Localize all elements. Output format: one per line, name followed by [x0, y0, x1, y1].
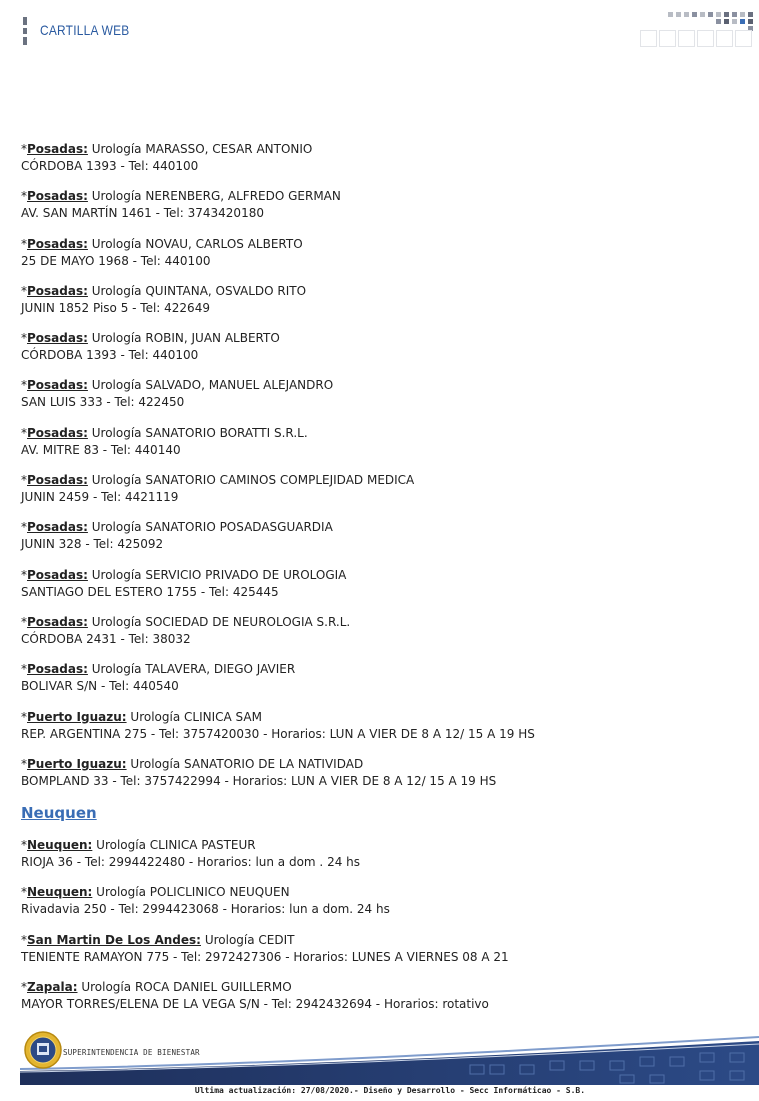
- provider-specialty: Urología: [91, 567, 142, 582]
- provider-address: BOMPLAND 33 - Tel: 3757422994 - Horarios: LUN A VIER DE 8 A 12/ 15 A 19 HS: [21, 773, 497, 788]
- city-link[interactable]: Posadas:: [27, 331, 88, 346]
- provider-entry: *Posadas: Urología NOVAU, CARLOS ALBERTO 25 DE MAYO 1968 - Tel: 440100: [21, 236, 741, 270]
- provider-address: JUNIN 2459 - Tel: 4421119: [21, 490, 179, 505]
- provider-name: SANATORIO DE LA NATIVIDAD: [184, 756, 364, 771]
- seal-logo-icon: [23, 1030, 63, 1070]
- provider-name: CLINICA PASTEUR: [149, 838, 256, 853]
- page-title: CARTILLA WEB: [40, 22, 130, 38]
- provider-specialty: Urología: [91, 473, 142, 488]
- provider-address: CÓRDOBA 1393 - Tel: 440100: [21, 348, 199, 363]
- provider-address: CÓRDOBA 2431 - Tel: 38032: [21, 631, 191, 646]
- pixel-grid-icon: [640, 12, 758, 48]
- provider-entry: *Posadas: Urología SANATORIO BORATTI S.R.L. AV. MITRE 83 - Tel: 440140: [21, 425, 741, 459]
- provider-name: SOCIEDAD DE NEUROLOGIA S.R.L.: [145, 614, 351, 629]
- provider-name: QUINTANA, OSVALDO RITO: [145, 283, 307, 298]
- provider-entry: *Posadas: Urología SANATORIO POSADASGUARDIA JUNIN 328 - Tel: 425092: [21, 519, 741, 553]
- provider-specialty: Urología: [96, 885, 146, 900]
- provider-name: NERENBERG, ALFREDO GERMAN: [145, 189, 341, 204]
- provider-address: 25 DE MAYO 1968 - Tel: 440100: [21, 253, 211, 268]
- provider-entry: *Posadas: Urología TALAVERA, DIEGO JAVIER BOLIVAR S/N - Tel: 440540: [21, 661, 741, 695]
- provider-address: CÓRDOBA 1393 - Tel: 440100: [21, 159, 199, 173]
- organization-name: SUPERINTENDENCIA DE BIENESTAR: [63, 1048, 200, 1057]
- provider-address: Rivadavia 250 - Tel: 2994423068 - Horarios: lun a dom. 24 hs: [21, 902, 390, 917]
- provider-entry: *Zapala: Urología ROCA DANIEL GUILLERMO MAYOR TORRES/ELENA DE LA VEGA S/N - Tel: 2942432694 - Horarios: rotativo: [21, 979, 741, 1013]
- city-link[interactable]: Posadas:: [27, 142, 88, 156]
- provider-name: NOVAU, CARLOS ALBERTO: [145, 236, 303, 251]
- city-link[interactable]: Posadas:: [27, 189, 88, 204]
- provider-address: REP. ARGENTINA 275 - Tel: 3757420030 - Horarios: LUN A VIER DE 8 A 12/ 15 A 19 HS: [21, 726, 535, 741]
- provider-specialty: Urología: [91, 614, 142, 629]
- provider-address: SANTIAGO DEL ESTERO 1755 - Tel: 425445: [21, 584, 279, 599]
- city-link[interactable]: Posadas:: [27, 236, 88, 251]
- provider-address: RIOJA 36 - Tel: 2994422480 - Horarios: lun a dom . 24 hs: [21, 855, 361, 870]
- provider-entry: *Neuquen: Urología CLINICA PASTEUR RIOJA 36 - Tel: 2994422480 - Horarios: lun a dom . 24 hs: [21, 837, 741, 871]
- provider-name: CLINICA SAM: [184, 709, 262, 724]
- city-link[interactable]: Posadas:: [27, 425, 88, 440]
- provider-specialty: Urología: [91, 378, 142, 393]
- provider-address: SAN LUIS 333 - Tel: 422450: [21, 395, 185, 410]
- provider-specialty: Urología: [91, 520, 142, 535]
- provider-entry: *Posadas: Urología SERVICIO PRIVADO DE UROLOGIA SANTIAGO DEL ESTERO 1755 - Tel: 425445: [21, 567, 741, 601]
- city-link[interactable]: Posadas:: [27, 567, 88, 582]
- provider-address: AV. MITRE 83 - Tel: 440140: [21, 442, 181, 457]
- provider-address: JUNIN 328 - Tel: 425092: [21, 537, 164, 552]
- provider-address: MAYOR TORRES/ELENA DE LA VEGA S/N - Tel: 2942432694 - Horarios: rotativo: [21, 997, 489, 1012]
- provider-specialty: Urología: [91, 283, 142, 298]
- city-link[interactable]: Posadas:: [27, 662, 88, 677]
- provider-name: CEDIT: [258, 932, 295, 947]
- provider-entry: *Posadas: Urología SANATORIO CAMINOS COMPLEJIDAD MEDICA JUNIN 2459 - Tel: 4421119: [21, 472, 741, 506]
- provider-specialty: Urología: [91, 425, 142, 440]
- provider-name: ROCA DANIEL GUILLERMO: [134, 980, 292, 995]
- provider-entry: *Neuquen: Urología POLICLINICO NEUQUEN Rivadavia 250 - Tel: 2994423068 - Horarios: lun a dom. 24 hs: [21, 884, 741, 918]
- provider-specialty: Urología: [91, 189, 142, 204]
- provider-specialty: Urología: [91, 236, 142, 251]
- provider-name: SANATORIO BORATTI S.R.L.: [145, 425, 308, 440]
- city-link[interactable]: Neuquen:: [27, 838, 93, 853]
- city-link[interactable]: Posadas:: [27, 378, 88, 393]
- city-link[interactable]: San Martin De Los Andes:: [27, 932, 201, 947]
- city-link[interactable]: Posadas:: [27, 473, 88, 488]
- provider-entry: *Puerto Iguazu: Urología CLINICA SAM REP. ARGENTINA 275 - Tel: 3757420030 - Horarios: LUN A VIER DE 8 A 12/ 15 A 19 HS: [21, 709, 741, 743]
- provider-entry: *San Martin De Los Andes: Urología CEDIT TENIENTE RAMAYON 775 - Tel: 2972427306 - Horarios: LUNES A VIERNES 08 A 21: [21, 932, 741, 966]
- page-header: [0, 0, 759, 60]
- section-heading-neuquen[interactable]: Neuquen: [21, 804, 97, 823]
- city-link[interactable]: Puerto Iguazu:: [27, 756, 127, 771]
- provider-entry: *Posadas: Urología MARASSO, CESAR ANTONIO CÓRDOBA 1393 - Tel: 440100: [21, 141, 741, 175]
- city-link[interactable]: Posadas:: [27, 283, 88, 298]
- provider-entry: *Posadas: Urología SOCIEDAD DE NEUROLOGIA S.R.L. CÓRDOBA 2431 - Tel: 38032: [21, 614, 741, 648]
- provider-specialty: Urología: [204, 932, 255, 947]
- city-link[interactable]: Posadas:: [27, 614, 88, 629]
- provider-entry: *Posadas: Urología QUINTANA, OSVALDO RITO JUNIN 1852 Piso 5 - Tel: 422649: [21, 283, 741, 317]
- provider-address: TENIENTE RAMAYON 775 - Tel: 2972427306 - Horarios: LUNES A VIERNES 08 A 21: [21, 949, 509, 964]
- provider-entry: *Posadas: Urología NERENBERG, ALFREDO GERMAN AV. SAN MARTÍN 1461 - Tel: 3743420180: [21, 188, 741, 222]
- city-link[interactable]: Neuquen:: [27, 885, 93, 900]
- provider-specialty: Urología: [96, 838, 146, 853]
- footer-update-text: Ultima actualización: 27/08/2020.- Diseño y Desarrollo - Secc Informáticao - S.B.: [194, 1086, 586, 1095]
- provider-address: JUNIN 1852 Piso 5 - Tel: 422649: [21, 300, 210, 315]
- city-link[interactable]: Puerto Iguazu:: [27, 709, 127, 724]
- provider-specialty: Urología: [81, 980, 132, 995]
- provider-name: SANATORIO POSADASGUARDIA: [145, 520, 333, 535]
- provider-address: BOLIVAR S/N - Tel: 440540: [21, 679, 179, 694]
- provider-specialty: Urología: [91, 142, 142, 156]
- provider-name: MARASSO, CESAR ANTONIO: [145, 142, 313, 156]
- provider-entry: *Posadas: Urología ROBIN, JUAN ALBERTO CÓRDOBA 1393 - Tel: 440100: [21, 330, 741, 364]
- provider-entry: *Posadas: Urología SALVADO, MANUEL ALEJANDRO SAN LUIS 333 - Tel: 422450: [21, 377, 741, 411]
- provider-specialty: Urología: [91, 331, 142, 346]
- listing-content: [21, 141, 741, 1026]
- provider-specialty: Urología: [130, 709, 181, 724]
- provider-specialty: Urología: [91, 662, 142, 677]
- provider-name: SERVICIO PRIVADO DE UROLOGIA: [145, 567, 347, 582]
- provider-address: AV. SAN MARTÍN 1461 - Tel: 3743420180: [21, 206, 264, 221]
- city-link[interactable]: Zapala:: [27, 980, 78, 995]
- provider-name: SALVADO, MANUEL ALEJANDRO: [145, 378, 334, 393]
- header-bar-icon: [23, 17, 27, 45]
- provider-name: SANATORIO CAMINOS COMPLEJIDAD MEDICA: [145, 473, 415, 488]
- provider-name: ROBIN, JUAN ALBERTO: [145, 331, 280, 346]
- provider-name: TALAVERA, DIEGO JAVIER: [145, 662, 296, 677]
- city-link[interactable]: Posadas:: [27, 520, 88, 535]
- provider-entry: *Puerto Iguazu: Urología SANATORIO DE LA NATIVIDAD BOMPLAND 33 - Tel: 3757422994 - Horarios: LUN A VIER DE 8 A 12/ 15 A 19 HS: [21, 756, 741, 790]
- provider-name: POLICLINICO NEUQUEN: [149, 885, 290, 900]
- provider-specialty: Urología: [130, 756, 181, 771]
